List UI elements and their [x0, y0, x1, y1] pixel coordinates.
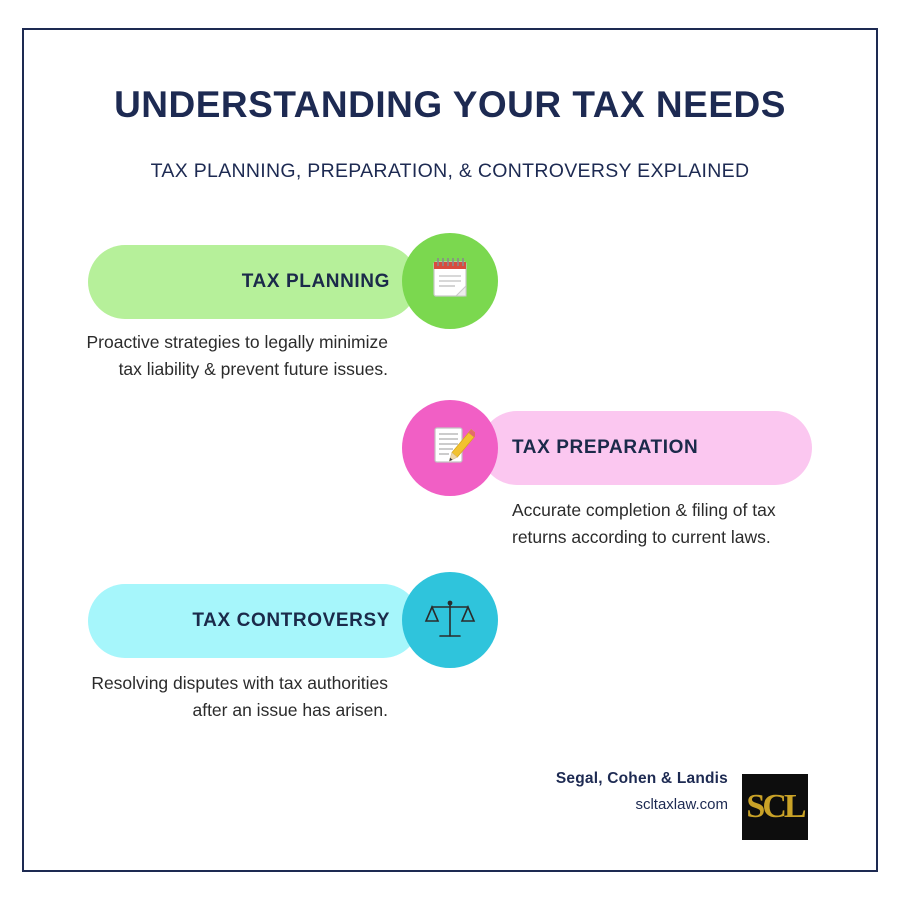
section-label-tax-preparation: TAX PREPARATION: [512, 437, 699, 458]
page-subtitle: TAX PLANNING, PREPARATION, & CONTROVERSY EXPLAINED: [150, 160, 750, 182]
section-description-tax-planning: Proactive strategies to legally minimize tax liability & prevent future issues.: [86, 332, 388, 379]
section-pill-tax-preparation: [480, 411, 812, 485]
section-label-tax-planning: TAX PLANNING: [241, 271, 390, 292]
firm-name: Segal, Cohen & Landis: [555, 770, 728, 787]
logo-monogram: SCL: [746, 788, 804, 825]
firm-logo: [742, 774, 808, 840]
balance-scale-icon: [424, 594, 476, 646]
section-description-tax-controversy: Resolving disputes with tax authorities after an issue has arisen.: [91, 673, 388, 720]
footer-branding: [408, 770, 728, 813]
section-icon-circle-tax-preparation: [402, 400, 498, 496]
section-icon-circle-tax-controversy: [402, 572, 498, 668]
memo-pencil-icon: [425, 420, 475, 477]
section-label-tax-controversy: TAX CONTROVERSY: [192, 610, 390, 631]
spiral-notepad-icon: [425, 253, 475, 310]
section-pill-tax-planning: [88, 245, 418, 319]
section-pill-tax-controversy: [88, 584, 420, 658]
section-icon-circle-tax-planning: [402, 233, 498, 329]
firm-website[interactable]: scltaxlaw.com: [635, 796, 728, 813]
page-title: UNDERSTANDING YOUR TAX NEEDS: [114, 84, 786, 125]
section-description-tax-preparation: Accurate completion & filing of tax returns according to current laws.: [512, 500, 776, 547]
